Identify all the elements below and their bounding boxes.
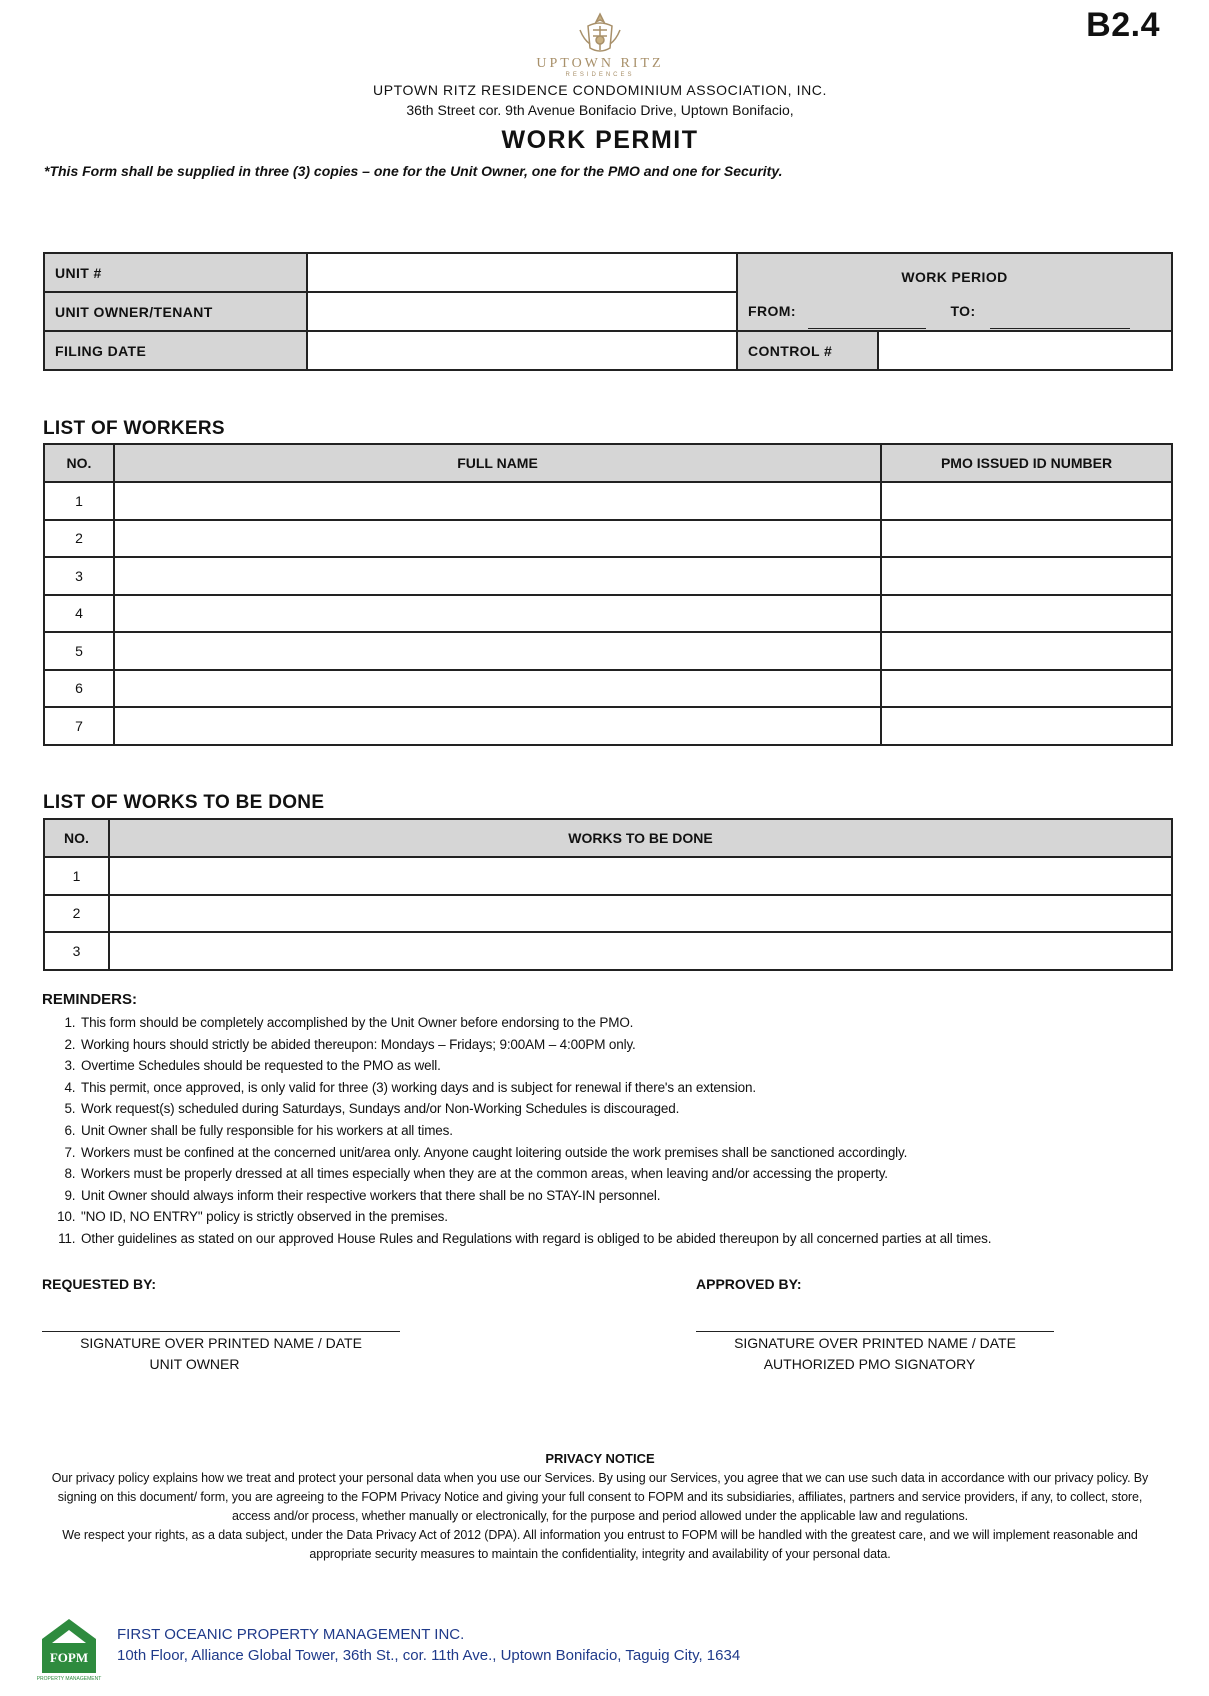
table-row <box>44 557 1172 595</box>
id-number-field[interactable] <box>881 482 1172 520</box>
table-row <box>44 707 1172 745</box>
privacy-paragraph: We respect your rights, as a data subject, under the Data Privacy Act of 2012 (DPA). All information you entrust to FOPM will be handled with the greatest care, and we will implement reasonable and appropriate security measures to maintain the confidentiality, integrity and availability of your personal data. <box>62 1528 1138 1561</box>
workers-header-id: PMO ISSUED ID NUMBER <box>881 444 1172 482</box>
works-section-title: LIST OF WORKS TO BE DONE <box>43 792 325 813</box>
reminder-item: 9. Unit Owner should always inform their respective workers that there shall be no STAY-IN personnel. <box>79 1185 1209 1207</box>
privacy-paragraph: Our privacy policy explains how we treat and protect your personal data when you use our Services. By using our Services, you agree that we can use such data in accordance with our privacy policy. By signing on this document/ form, you are agreeing to the FOPM Privacy Notice and giving your full consent to FOPM and its subsidiaries, affiliates, partners and service providers, if any, to collect, store, access and/or process, whether manually or electronically, for the purpose and period allowed under the applicable law and regulations. <box>51 1471 1149 1523</box>
reminder-item: 10. "NO ID, NO ENTRY" policy is strictly observed in the premises. <box>79 1206 1209 1228</box>
unit-number-label: UNIT # <box>44 253 307 292</box>
table-row <box>44 895 1172 933</box>
table-row <box>44 482 1172 520</box>
table-row <box>44 932 1172 970</box>
reminder-item: 8. Workers must be properly dressed at all times especially when they are at the common areas, when leaving and/or accessing the property. <box>79 1163 1209 1185</box>
copies-note: *This Form shall be supplied in three (3) copies – one for the Unit Owner, one for the PMO and one for Security. <box>44 163 783 179</box>
id-number-field[interactable] <box>881 670 1172 708</box>
full-name-field[interactable] <box>114 557 881 595</box>
id-number-field[interactable] <box>881 557 1172 595</box>
work-period-range <box>738 293 1171 330</box>
row-number: 2 <box>44 895 109 933</box>
full-name-field[interactable] <box>114 707 881 745</box>
footer-address: 10th Floor, Alliance Global Tower, 36th St., cor. 11th Ave., Uptown Bonifacio, Taguig City, 1634 <box>117 1647 741 1664</box>
reminders-title: REMINDERS: <box>42 991 138 1008</box>
filing-date-label: FILING DATE <box>44 331 307 370</box>
requester-signature-line[interactable] <box>42 1331 400 1332</box>
from-date-field[interactable] <box>808 314 926 329</box>
id-number-field[interactable] <box>881 707 1172 745</box>
row-number: 1 <box>44 857 109 895</box>
workers-header-no: NO. <box>44 444 114 482</box>
full-name-field[interactable] <box>114 632 881 670</box>
workers-section-title: LIST OF WORKERS <box>43 418 225 439</box>
table-row <box>44 857 1172 895</box>
work-description-field[interactable] <box>109 857 1172 895</box>
full-name-field[interactable] <box>114 595 881 633</box>
id-number-field[interactable] <box>881 520 1172 558</box>
unit-owner-field[interactable] <box>307 292 737 331</box>
row-number: 3 <box>44 557 114 595</box>
association-address: 36th Street cor. 9th Avenue Bonifacio Drive, Uptown Bonifacio, <box>406 102 794 118</box>
requester-signature-caption: SIGNATURE OVER PRINTED NAME / DATE <box>80 1335 362 1351</box>
table-row <box>44 670 1172 708</box>
fopm-logo-text: FOPM <box>49 1650 89 1665</box>
fopm-logo-subtext: PROPERTY MANAGEMENT <box>36 1676 102 1682</box>
crest-logo <box>562 10 638 56</box>
approver-signature-line[interactable] <box>696 1331 1054 1332</box>
requested-by-label: REQUESTED BY: <box>42 1276 157 1292</box>
reminder-item: 3. Overtime Schedules should be requested to the PMO as well. <box>79 1055 1209 1077</box>
permit-info-table <box>43 252 1173 371</box>
reminder-item: 6. Unit Owner shall be fully responsible for his workers at all times. <box>79 1120 1209 1142</box>
id-number-field[interactable] <box>881 632 1172 670</box>
work-period-label: WORK PERIOD <box>901 269 1008 285</box>
reminder-item: 5. Work request(s) scheduled during Saturdays, Sundays and/or Non-Working Schedules is discouraged. <box>79 1098 1209 1120</box>
row-number: 4 <box>44 595 114 633</box>
row-number: 1 <box>44 482 114 520</box>
requester-role: UNIT OWNER <box>149 1356 240 1372</box>
reminder-item: 2. Working hours should strictly be abided thereupon: Mondays – Fridays; 9:00AM – 4:00PM only. <box>79 1034 1209 1056</box>
from-label: FROM: <box>748 303 796 319</box>
fopm-logo <box>36 1617 102 1689</box>
approved-by-label: APPROVED BY: <box>696 1276 802 1292</box>
works-header-work: WORKS TO BE DONE <box>109 819 1172 857</box>
control-number-label: CONTROL # <box>737 331 878 370</box>
workers-header-name: FULL NAME <box>114 444 881 482</box>
footer-company-name: FIRST OCEANIC PROPERTY MANAGEMENT INC. <box>117 1626 465 1643</box>
full-name-field[interactable] <box>114 670 881 708</box>
reminder-item: 7. Workers must be confined at the concerned unit/area only. Anyone caught loitering outside the work premises shall be sanctioned accordingly. <box>79 1142 1209 1164</box>
unit-number-field[interactable] <box>307 253 737 292</box>
table-row <box>44 632 1172 670</box>
page-title: WORK PERMIT <box>501 126 699 154</box>
unit-owner-label: UNIT OWNER/TENANT <box>44 292 307 331</box>
row-number: 6 <box>44 670 114 708</box>
reminder-item: 1. This form should be completely accomplished by the Unit Owner before endorsing to the PMO. <box>79 1012 1209 1034</box>
to-date-field[interactable] <box>990 314 1130 329</box>
row-number: 7 <box>44 707 114 745</box>
document-code: B2.4 <box>1086 6 1160 44</box>
row-number: 2 <box>44 520 114 558</box>
privacy-notice-title: PRIVACY NOTICE <box>545 1451 655 1466</box>
association-name: UPTOWN RITZ RESIDENCE CONDOMINIUM ASSOCIATION, INC. <box>373 82 827 98</box>
privacy-notice-body <box>44 1469 1156 1564</box>
work-period-cell <box>737 253 1172 331</box>
control-number-field[interactable] <box>878 331 1172 370</box>
works-table <box>43 818 1173 971</box>
reminder-item: 4. This permit, once approved, is only valid for three (3) working days and is subject for renewal if there's an extension. <box>79 1077 1209 1099</box>
full-name-field[interactable] <box>114 482 881 520</box>
work-description-field[interactable] <box>109 895 1172 933</box>
reminders-list <box>42 1012 1209 1250</box>
approver-role: AUTHORIZED PMO SIGNATORY <box>763 1356 976 1372</box>
full-name-field[interactable] <box>114 520 881 558</box>
brand-subtitle: RESIDENCES <box>565 72 635 78</box>
workers-table <box>43 443 1173 746</box>
row-number: 3 <box>44 932 109 970</box>
to-label: TO: <box>950 303 976 319</box>
table-row <box>44 520 1172 558</box>
works-header-no: NO. <box>44 819 109 857</box>
filing-date-field[interactable] <box>307 331 737 370</box>
row-number: 5 <box>44 632 114 670</box>
approver-signature-caption: SIGNATURE OVER PRINTED NAME / DATE <box>734 1335 1016 1351</box>
table-row <box>44 595 1172 633</box>
brand-name: UPTOWN RITZ <box>536 56 664 71</box>
work-description-field[interactable] <box>109 932 1172 970</box>
id-number-field[interactable] <box>881 595 1172 633</box>
reminder-item: 11. Other guidelines as stated on our approved House Rules and Regulations with regard is obliged to be abided thereupon by all concerned parties at all times. <box>79 1228 1209 1250</box>
